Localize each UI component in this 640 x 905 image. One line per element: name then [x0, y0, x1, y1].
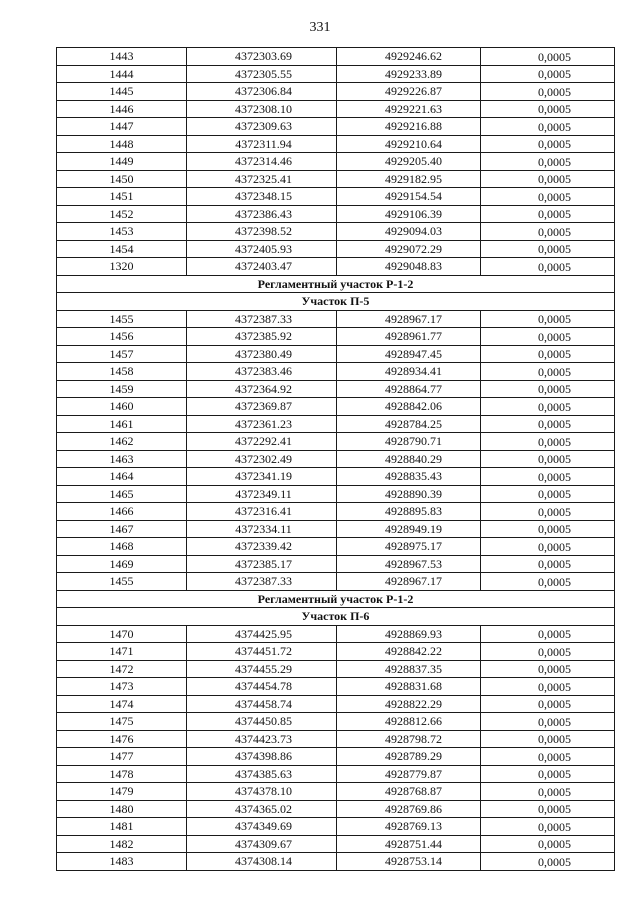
table-row	[57, 853, 615, 871]
point-number-cell: 1465	[57, 485, 187, 503]
table-row	[57, 83, 615, 101]
x-coordinate-cell: 4374450.85	[187, 713, 337, 731]
point-number-cell: 1462	[57, 433, 187, 451]
table-row	[57, 625, 615, 643]
y-coordinate-cell: 4928967.17	[337, 310, 481, 328]
table-row	[57, 170, 615, 188]
y-coordinate-cell: 4928784.25	[337, 415, 481, 433]
table-row	[57, 485, 615, 503]
x-coordinate-cell: 4372387.33	[187, 573, 337, 591]
tolerance-cell: 0,0005	[481, 258, 615, 276]
y-coordinate-cell: 4928831.68	[337, 678, 481, 696]
tolerance-cell: 0,0005	[481, 485, 615, 503]
x-coordinate-cell: 4372387.33	[187, 310, 337, 328]
x-coordinate-cell: 4372308.10	[187, 100, 337, 118]
x-coordinate-cell: 4372292.41	[187, 433, 337, 451]
table-row	[57, 205, 615, 223]
y-coordinate-cell: 4928822.29	[337, 695, 481, 713]
tolerance-cell: 0,0005	[481, 835, 615, 853]
table-row	[57, 223, 615, 241]
table-row	[57, 748, 615, 766]
point-number-cell: 1469	[57, 555, 187, 573]
y-coordinate-cell: 4929226.87	[337, 83, 481, 101]
point-number-cell: 1481	[57, 818, 187, 836]
x-coordinate-cell: 4372348.15	[187, 188, 337, 206]
tolerance-cell: 0,0005	[481, 240, 615, 258]
table-row	[57, 713, 615, 731]
point-number-cell: 1473	[57, 678, 187, 696]
point-number-cell: 1455	[57, 310, 187, 328]
tolerance-cell: 0,0005	[481, 205, 615, 223]
y-coordinate-cell: 4928967.53	[337, 555, 481, 573]
point-number-cell: 1480	[57, 800, 187, 818]
table-row	[57, 730, 615, 748]
point-number-cell: 1461	[57, 415, 187, 433]
tolerance-cell: 0,0005	[481, 660, 615, 678]
y-coordinate-cell: 4928961.77	[337, 328, 481, 346]
tolerance-cell: 0,0005	[481, 748, 615, 766]
tolerance-cell: 0,0005	[481, 170, 615, 188]
table-row	[57, 678, 615, 696]
table-row	[57, 153, 615, 171]
tolerance-cell: 0,0005	[481, 538, 615, 556]
tolerance-cell: 0,0005	[481, 328, 615, 346]
x-coordinate-cell: 4374308.14	[187, 853, 337, 871]
point-number-cell: 1478	[57, 765, 187, 783]
table-row	[57, 538, 615, 556]
point-number-cell: 1456	[57, 328, 187, 346]
tolerance-cell: 0,0005	[481, 153, 615, 171]
x-coordinate-cell: 4372316.41	[187, 503, 337, 521]
x-coordinate-cell: 4372302.49	[187, 450, 337, 468]
tolerance-cell: 0,0005	[481, 573, 615, 591]
x-coordinate-cell: 4372403.47	[187, 258, 337, 276]
tolerance-cell: 0,0005	[481, 450, 615, 468]
x-coordinate-cell: 4374458.74	[187, 695, 337, 713]
x-coordinate-cell: 4374423.73	[187, 730, 337, 748]
tolerance-cell: 0,0005	[481, 503, 615, 521]
tolerance-cell: 0,0005	[481, 678, 615, 696]
tolerance-cell: 0,0005	[481, 223, 615, 241]
y-coordinate-cell: 4928947.45	[337, 345, 481, 363]
x-coordinate-cell: 4372349.11	[187, 485, 337, 503]
point-number-cell: 1463	[57, 450, 187, 468]
y-coordinate-cell: 4929210.64	[337, 135, 481, 153]
y-coordinate-cell: 4929048.83	[337, 258, 481, 276]
tolerance-cell: 0,0005	[481, 380, 615, 398]
x-coordinate-cell: 4372385.17	[187, 555, 337, 573]
tolerance-cell: 0,0005	[481, 415, 615, 433]
tolerance-cell: 0,0005	[481, 363, 615, 381]
y-coordinate-cell: 4928949.19	[337, 520, 481, 538]
x-coordinate-cell: 4374398.86	[187, 748, 337, 766]
table-row	[57, 450, 615, 468]
table-row	[57, 258, 615, 276]
y-coordinate-cell: 4928753.14	[337, 853, 481, 871]
tolerance-cell: 0,0005	[481, 48, 615, 66]
section-heading-row	[57, 590, 615, 608]
x-coordinate-cell: 4372334.11	[187, 520, 337, 538]
tolerance-cell: 0,0005	[481, 468, 615, 486]
point-number-cell: 1459	[57, 380, 187, 398]
x-coordinate-cell: 4374455.29	[187, 660, 337, 678]
point-number-cell: 1444	[57, 65, 187, 83]
table-row	[57, 65, 615, 83]
section-heading: Регламентный участок Р-1-2	[57, 275, 615, 293]
point-number-cell: 1451	[57, 188, 187, 206]
table-row	[57, 433, 615, 451]
x-coordinate-cell: 4374378.10	[187, 783, 337, 801]
x-coordinate-cell: 4372405.93	[187, 240, 337, 258]
x-coordinate-cell: 4372314.46	[187, 153, 337, 171]
point-number-cell: 1446	[57, 100, 187, 118]
table-row	[57, 345, 615, 363]
table-row	[57, 835, 615, 853]
y-coordinate-cell: 4929205.40	[337, 153, 481, 171]
x-coordinate-cell: 4372311.94	[187, 135, 337, 153]
point-number-cell: 1460	[57, 398, 187, 416]
y-coordinate-cell: 4929221.63	[337, 100, 481, 118]
y-coordinate-cell: 4929106.39	[337, 205, 481, 223]
tolerance-cell: 0,0005	[481, 695, 615, 713]
point-number-cell: 1477	[57, 748, 187, 766]
y-coordinate-cell: 4929216.88	[337, 118, 481, 136]
point-number-cell: 1443	[57, 48, 187, 66]
tolerance-cell: 0,0005	[481, 118, 615, 136]
x-coordinate-cell: 4374349.69	[187, 818, 337, 836]
y-coordinate-cell: 4928768.87	[337, 783, 481, 801]
point-number-cell: 1468	[57, 538, 187, 556]
x-coordinate-cell: 4372309.63	[187, 118, 337, 136]
tolerance-cell: 0,0005	[481, 555, 615, 573]
table-row	[57, 818, 615, 836]
tolerance-cell: 0,0005	[481, 310, 615, 328]
point-number-cell: 1466	[57, 503, 187, 521]
tolerance-cell: 0,0005	[481, 433, 615, 451]
y-coordinate-cell: 4928798.72	[337, 730, 481, 748]
table-row	[57, 800, 615, 818]
y-coordinate-cell: 4928812.66	[337, 713, 481, 731]
table-row	[57, 363, 615, 381]
tolerance-cell: 0,0005	[481, 520, 615, 538]
section-heading-row	[57, 275, 615, 293]
point-number-cell: 1474	[57, 695, 187, 713]
point-number-cell: 1471	[57, 643, 187, 661]
x-coordinate-cell: 4372369.87	[187, 398, 337, 416]
tolerance-cell: 0,0005	[481, 853, 615, 871]
point-number-cell: 1452	[57, 205, 187, 223]
table-row	[57, 398, 615, 416]
tolerance-cell: 0,0005	[481, 643, 615, 661]
y-coordinate-cell: 4928967.17	[337, 573, 481, 591]
x-coordinate-cell: 4372341.19	[187, 468, 337, 486]
tolerance-cell: 0,0005	[481, 800, 615, 818]
y-coordinate-cell: 4928975.17	[337, 538, 481, 556]
y-coordinate-cell: 4928934.41	[337, 363, 481, 381]
point-number-cell: 1470	[57, 625, 187, 643]
point-number-cell: 1450	[57, 170, 187, 188]
y-coordinate-cell: 4929182.95	[337, 170, 481, 188]
table-row	[57, 328, 615, 346]
coordinates-table-body	[57, 48, 615, 871]
point-number-cell: 1476	[57, 730, 187, 748]
point-number-cell: 1448	[57, 135, 187, 153]
table-row	[57, 48, 615, 66]
page-number: 331	[309, 20, 331, 35]
tolerance-cell: 0,0005	[481, 783, 615, 801]
y-coordinate-cell: 4928837.35	[337, 660, 481, 678]
x-coordinate-cell: 4372339.42	[187, 538, 337, 556]
x-coordinate-cell: 4374425.95	[187, 625, 337, 643]
x-coordinate-cell: 4372385.92	[187, 328, 337, 346]
x-coordinate-cell: 4372380.49	[187, 345, 337, 363]
table-row	[57, 783, 615, 801]
table-row	[57, 520, 615, 538]
y-coordinate-cell: 4929154.54	[337, 188, 481, 206]
table-row	[57, 643, 615, 661]
table-row	[57, 380, 615, 398]
section-heading-row	[57, 608, 615, 626]
y-coordinate-cell: 4928840.29	[337, 450, 481, 468]
y-coordinate-cell: 4928790.71	[337, 433, 481, 451]
tolerance-cell: 0,0005	[481, 188, 615, 206]
tolerance-cell: 0,0005	[481, 818, 615, 836]
x-coordinate-cell: 4372361.23	[187, 415, 337, 433]
tolerance-cell: 0,0005	[481, 100, 615, 118]
x-coordinate-cell: 4372383.46	[187, 363, 337, 381]
section-heading: Участок П-5	[57, 293, 615, 311]
point-number-cell: 1320	[57, 258, 187, 276]
table-row	[57, 415, 615, 433]
section-heading: Участок П-6	[57, 608, 615, 626]
y-coordinate-cell: 4929072.29	[337, 240, 481, 258]
point-number-cell: 1453	[57, 223, 187, 241]
section-heading: Регламентный участок Р-1-2	[57, 590, 615, 608]
table-row	[57, 468, 615, 486]
x-coordinate-cell: 4372303.69	[187, 48, 337, 66]
x-coordinate-cell: 4372305.55	[187, 65, 337, 83]
x-coordinate-cell: 4374309.67	[187, 835, 337, 853]
tolerance-cell: 0,0005	[481, 345, 615, 363]
point-number-cell: 1447	[57, 118, 187, 136]
point-number-cell: 1464	[57, 468, 187, 486]
point-number-cell: 1458	[57, 363, 187, 381]
tolerance-cell: 0,0005	[481, 730, 615, 748]
point-number-cell: 1467	[57, 520, 187, 538]
y-coordinate-cell: 4928779.87	[337, 765, 481, 783]
y-coordinate-cell: 4928769.86	[337, 800, 481, 818]
y-coordinate-cell: 4928789.29	[337, 748, 481, 766]
y-coordinate-cell: 4928769.13	[337, 818, 481, 836]
table-row	[57, 135, 615, 153]
table-row	[57, 503, 615, 521]
point-number-cell: 1455	[57, 573, 187, 591]
point-number-cell: 1449	[57, 153, 187, 171]
table-row	[57, 118, 615, 136]
tolerance-cell: 0,0005	[481, 398, 615, 416]
section-heading-row	[57, 293, 615, 311]
table-row	[57, 660, 615, 678]
y-coordinate-cell: 4928751.44	[337, 835, 481, 853]
point-number-cell: 1479	[57, 783, 187, 801]
table-row	[57, 100, 615, 118]
x-coordinate-cell: 4372306.84	[187, 83, 337, 101]
tolerance-cell: 0,0005	[481, 765, 615, 783]
table-row	[57, 695, 615, 713]
tolerance-cell: 0,0005	[481, 625, 615, 643]
table-row	[57, 310, 615, 328]
table-row	[57, 240, 615, 258]
tolerance-cell: 0,0005	[481, 65, 615, 83]
y-coordinate-cell: 4928869.93	[337, 625, 481, 643]
tolerance-cell: 0,0005	[481, 135, 615, 153]
table-row	[57, 555, 615, 573]
y-coordinate-cell: 4929094.03	[337, 223, 481, 241]
x-coordinate-cell: 4372364.92	[187, 380, 337, 398]
y-coordinate-cell: 4928864.77	[337, 380, 481, 398]
y-coordinate-cell: 4928895.83	[337, 503, 481, 521]
x-coordinate-cell: 4374365.02	[187, 800, 337, 818]
y-coordinate-cell: 4928842.06	[337, 398, 481, 416]
y-coordinate-cell: 4928835.43	[337, 468, 481, 486]
point-number-cell: 1472	[57, 660, 187, 678]
point-number-cell: 1445	[57, 83, 187, 101]
point-number-cell: 1482	[57, 835, 187, 853]
table-row	[57, 573, 615, 591]
point-number-cell: 1475	[57, 713, 187, 731]
x-coordinate-cell: 4372386.43	[187, 205, 337, 223]
x-coordinate-cell: 4374451.72	[187, 643, 337, 661]
point-number-cell: 1457	[57, 345, 187, 363]
coordinates-table	[56, 47, 615, 871]
x-coordinate-cell: 4374385.63	[187, 765, 337, 783]
y-coordinate-cell: 4928890.39	[337, 485, 481, 503]
x-coordinate-cell: 4372398.52	[187, 223, 337, 241]
tolerance-cell: 0,0005	[481, 713, 615, 731]
x-coordinate-cell: 4372325.41	[187, 170, 337, 188]
table-row	[57, 765, 615, 783]
x-coordinate-cell: 4374454.78	[187, 678, 337, 696]
y-coordinate-cell: 4928842.22	[337, 643, 481, 661]
y-coordinate-cell: 4929246.62	[337, 48, 481, 66]
y-coordinate-cell: 4929233.89	[337, 65, 481, 83]
table-row	[57, 188, 615, 206]
tolerance-cell: 0,0005	[481, 83, 615, 101]
point-number-cell: 1483	[57, 853, 187, 871]
point-number-cell: 1454	[57, 240, 187, 258]
